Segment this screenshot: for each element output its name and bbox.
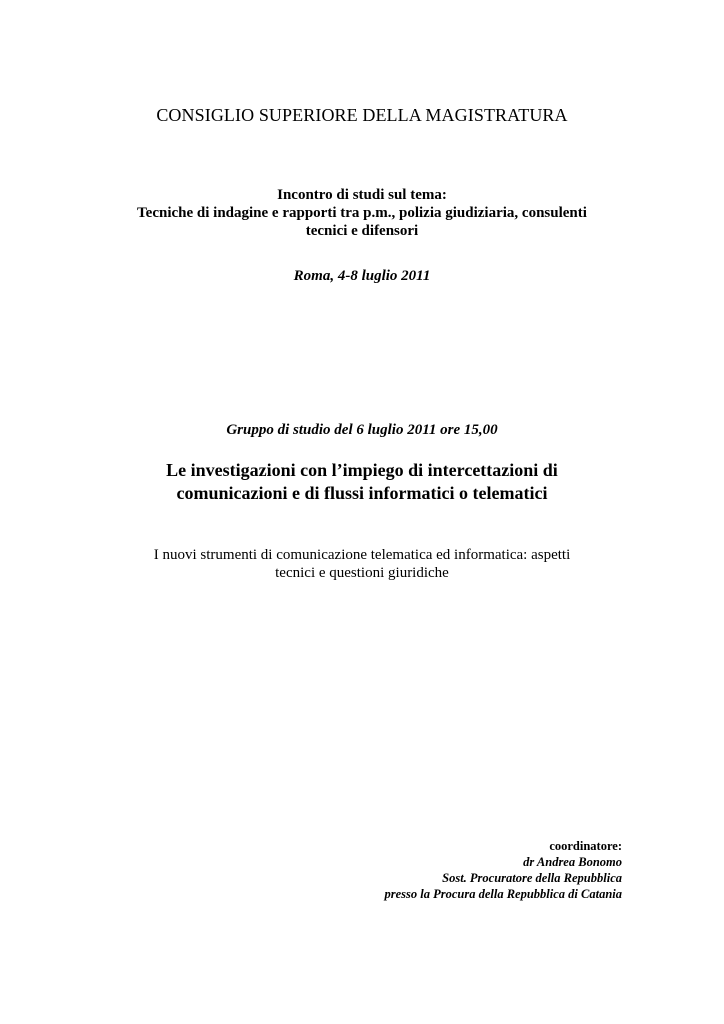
place-date: Roma, 4-8 luglio 2011 [293,268,431,284]
meeting-block [90,186,634,240]
coordinator-name: dr Andrea Bonomo [523,855,622,869]
coordinator-label: coordinatore: [549,839,622,853]
session-subtitle-line-2: tecnici e questioni giuridiche [275,565,449,581]
meeting-intro: Incontro di studi sul tema: [277,187,447,203]
institution-heading: CONSIGLIO SUPERIORE DELLA MAGISTRATURA [156,105,568,125]
session-title-line-2: comunicazioni e di flussi informatici o telematici [176,483,548,503]
meeting-topic-line-1: Tecniche di indagine e rapporti tra p.m., polizia giudiziaria, consulenti [137,205,587,221]
session-title [110,459,614,505]
meeting-topic-line-2: tecnici e difensori [305,223,419,239]
session-subtitle-line-1: I nuovi strumenti di comunicazione telematica ed informatica: aspetti [153,547,571,563]
coordinator-block [384,838,622,902]
coordinator-role: Sost. Procuratore della Repubblica [442,871,622,885]
session-subtitle [100,546,624,582]
coordinator-office: presso la Procura della Repubblica di Catania [384,887,622,901]
session-title-line-1: Le investigazioni con l’impiego di intercettazioni di [166,460,558,480]
study-group-date: Gruppo di studio del 6 luglio 2011 ore 15,00 [226,422,498,438]
